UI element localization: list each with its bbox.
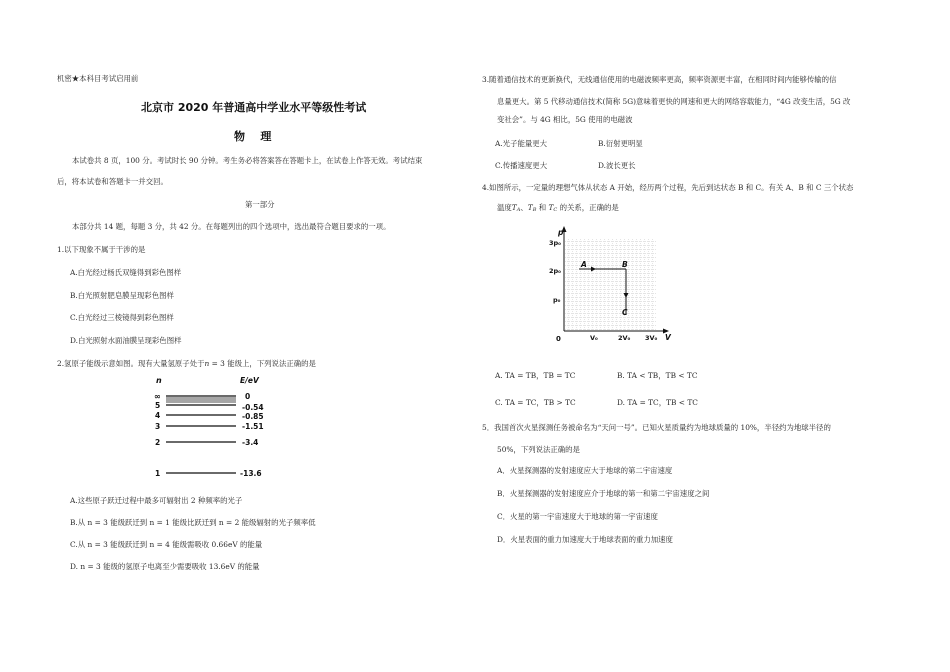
q4-option-a: A. TA = TB，TB = TC [495, 371, 576, 380]
energy-diagram-n-header: n [156, 376, 162, 385]
q5-option-d: D．火星表面的重力加速度大于地球表面的重力加速度 [497, 535, 673, 544]
level-e-4: -0.85 [242, 412, 264, 421]
q3-option-b: B.衍射更明显 [598, 139, 643, 148]
q2-stem: 2.氢原子能级示意如图。现有大量氢原子处于n = 3 能级上，下列说法正确的是 [57, 359, 316, 368]
q1-stem: 1.以下现象不属于干涉的是 [57, 245, 146, 254]
level-n-1: 1 [155, 469, 161, 478]
q5-line-1: 5．我国首次火星探测任务被命名为“天问一号”。已知火星质量约为地球质量的 10%，半径约为地球半径的 [482, 423, 831, 432]
q5-option-c: C．火星的第一宇宙速度大于地球的第一宇宙速度 [497, 512, 658, 521]
intro-line-1: 本试卷共 8 页，100 分。考试时长 90 分钟。考生务必将答案答在答题卡上，在试卷上作答无效。考试结束 [72, 156, 423, 165]
pv-tick-3v0: 3V₀ [645, 334, 658, 342]
pv-tick-v0: V₀ [590, 334, 598, 342]
q3-option-a: A.光子能量更大 [495, 139, 548, 148]
q2-option-a: A.这些原子跃迁过程中最多可辐射出 2 种频率的光子 [70, 496, 243, 505]
q1-option-a: A.白光经过杨氏双缝得到彩色图样 [70, 268, 182, 277]
q4-option-b: B. TA < TB，TB < TC [617, 371, 698, 380]
level-n-5: 5 [155, 401, 161, 410]
q1-option-c: C.白光经过三棱镜得到彩色图样 [70, 313, 174, 322]
q5-line-2: 50%，下列说法正确的是 [497, 445, 580, 454]
pv-axis-p: p [558, 228, 564, 237]
q3-line-2: 息量更大。第 5 代移动通信技术(简称 5G)意味着更快的网速和更大的网络容载能力，“4G 改变生活，5G 改 [497, 97, 851, 106]
level-n-inf: ∞ [154, 392, 161, 401]
q3-line-3: 变社会”。与 4G 相比，5G 使用的电磁波 [497, 115, 633, 124]
q2-option-c: C.从 n = 3 能级跃迁到 n = 4 能级需吸收 0.66eV 的能量 [70, 540, 263, 549]
confidential-note: 机密★本科目考试启用前 [57, 74, 139, 83]
q3-option-c: C.传播速度更大 [495, 161, 548, 170]
q1-option-d: D.白光照射水面油膜呈现彩色图样 [70, 336, 182, 345]
level-n-3: 3 [155, 422, 161, 431]
q4-line-2: 温度$T_A$、$T_B$ 和 $T_C$ 的关系，正确的是 [497, 203, 619, 213]
level-e-inf: 0 [245, 392, 251, 401]
q3-line-1: 3.随着通信技术的更新换代，无线通信使用的电磁波频率更高，频率资源更丰富，在相同时间内能够传输的信 [482, 75, 837, 84]
part-instruction: 本部分共 14 题，每题 3 分，共 42 分。在每题列出的四个选项中，选出最符合题目要求的一项。 [72, 222, 391, 231]
exam-title: 北京市 2020 年普通高中学业水平等级性考试 [141, 101, 367, 114]
pv-tick-p0: p₀ [553, 296, 561, 304]
part-heading: 第一部分 [245, 200, 275, 209]
q4-option-d: D. TA = TC，TB < TC [617, 398, 698, 407]
q2-option-b: B.从 n = 3 能级跃迁到 n = 1 能级比跃迁到 n = 2 能级辐射的光子频率低 [70, 518, 316, 527]
pv-origin: 0 [556, 335, 561, 343]
q3-option-d: D.波长更长 [598, 161, 636, 170]
q5-option-a: A．火星探测器的发射速度应大于地球的第二宇宙速度 [497, 466, 673, 475]
level-n-4: 4 [155, 411, 161, 420]
level-e-3: -1.51 [242, 422, 264, 431]
pv-grid-area [564, 239, 656, 331]
level-e-1: -13.6 [240, 469, 262, 478]
intro-line-2: 后，将本试卷和答题卡一并交回。 [57, 177, 168, 186]
pv-point-c: C [622, 308, 628, 317]
q4-option-c: C. TA = TC，TB > TC [495, 398, 576, 407]
q2-option-d: D. n = 3 能级的氢原子电离至少需要吸收 13.6eV 的能量 [70, 562, 260, 571]
pv-tick-3p0: 3p₀ [549, 239, 562, 247]
pv-point-a: A [581, 260, 587, 269]
pv-graph [548, 225, 672, 347]
level-n-2: 2 [155, 438, 161, 447]
level-e-2: -3.4 [242, 438, 259, 447]
level-e-5: -0.54 [242, 403, 264, 412]
pv-tick-2p0: 2p₀ [549, 267, 562, 275]
pv-tick-2v0: 2V₀ [618, 334, 631, 342]
subject-title: 物 理 [234, 130, 272, 143]
energy-level-diagram [140, 374, 280, 486]
pv-point-b: B [622, 260, 628, 269]
q5-option-b: B．火星探测器的发射速度应介于地球的第一和第二宇宙速度之间 [497, 489, 710, 498]
q1-option-b: B.白光照射肥皂膜呈现彩色图样 [70, 291, 174, 300]
pv-axis-v: V [665, 333, 671, 342]
q4-line-1: 4.如图所示，一定量的理想气体从状态 A 开始，经历两个过程，先后到达状态 B 和 C。有关 A、B 和 C 三个状态 [482, 183, 854, 192]
energy-diagram-e-header: E/eV [240, 376, 259, 385]
